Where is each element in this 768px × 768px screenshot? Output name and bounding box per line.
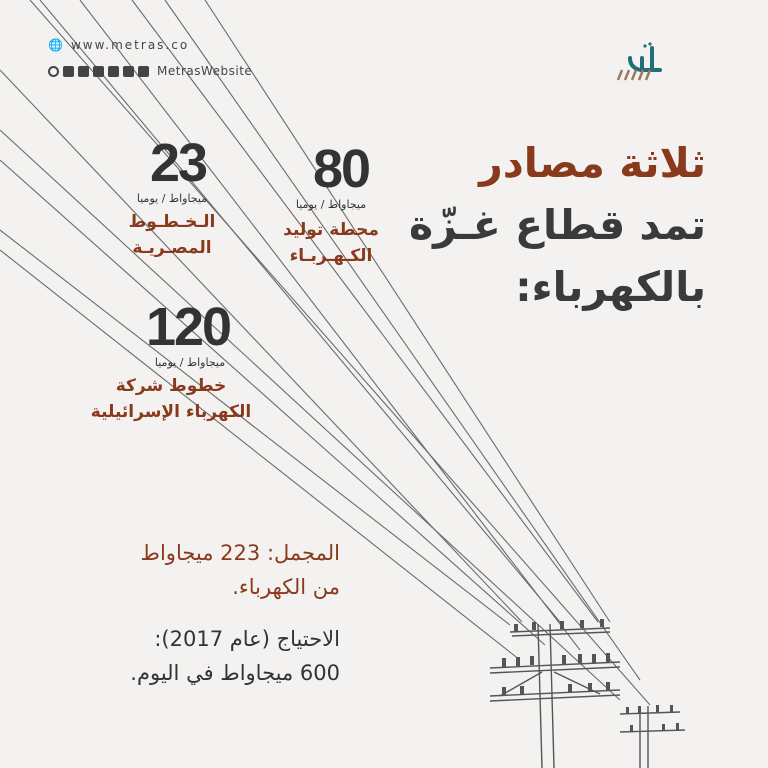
- headline-line-1: ثلاثة مصادر: [479, 139, 706, 187]
- stat-label-line-2: الكـهـربـاء: [289, 246, 373, 266]
- stat-unit: ميجاواط / يوميا: [136, 192, 208, 205]
- stat-label-line-1: الـخـطـوط: [128, 212, 216, 232]
- stat-israeli-lines: [80, 296, 262, 425]
- instagram-icon[interactable]: [48, 66, 59, 77]
- headline-line-3: بالكهرباء:: [515, 263, 706, 311]
- total-line-2: من الكهرباء.: [232, 575, 340, 599]
- stat-label-line-1: خطوط شركة: [115, 376, 227, 396]
- utility-pole-illustration: [480, 610, 710, 768]
- globe-icon: 🌐: [48, 38, 65, 52]
- stat-value: 23: [149, 133, 207, 193]
- stat-label-line-1: محطة توليد: [283, 220, 379, 240]
- total-summary: [141, 536, 340, 604]
- website-url[interactable]: 🌐 www.metras.co: [48, 38, 190, 52]
- need-summary: [130, 622, 340, 690]
- twitter-bird-icon[interactable]: [93, 66, 104, 77]
- stat-label-line-2: المصـريـة: [132, 238, 212, 258]
- instagram-icon[interactable]: [138, 66, 149, 77]
- twitter-icon[interactable]: [78, 66, 89, 77]
- stat-value: 120: [145, 297, 231, 357]
- soundcloud-icon[interactable]: [63, 66, 74, 77]
- social-handle[interactable]: MetrasWebsite: [157, 64, 253, 78]
- stat-power-plant: [268, 138, 394, 269]
- need-line-2: 600 ميجاواط في اليوم.: [130, 661, 340, 685]
- stat-value: 80: [312, 139, 370, 199]
- need-line-1: الاحتياج (عام 2017):: [154, 627, 340, 651]
- youtube-icon[interactable]: [123, 66, 134, 77]
- headline-line-2: تمد قطاع غـزّة: [408, 201, 706, 249]
- metras-logo: [612, 40, 664, 84]
- stat-egyptian-lines: [112, 132, 232, 261]
- headline: [409, 132, 706, 318]
- facebook-icon[interactable]: [108, 66, 119, 77]
- stat-unit: ميجاواط / يوميا: [154, 356, 226, 369]
- social-links: [48, 64, 252, 78]
- total-line-1: المجمل: 223 ميجاواط: [140, 541, 340, 565]
- stat-unit: ميجاواط / يوميا: [295, 198, 367, 211]
- stat-label-line-2: الكهرباء الإسرائيلية: [90, 402, 252, 422]
